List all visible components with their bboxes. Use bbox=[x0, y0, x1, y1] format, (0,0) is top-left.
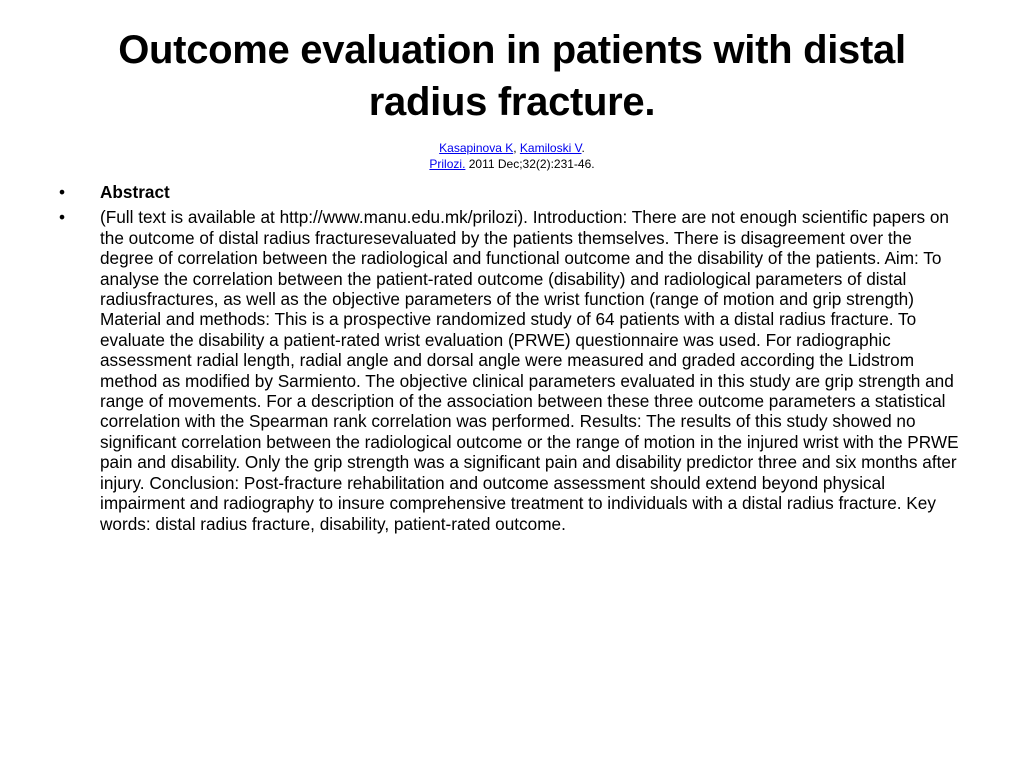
bullet-dot-icon: • bbox=[58, 207, 66, 228]
citation bbox=[70, 140, 954, 172]
abstract-body-text: (Full text is available at http://www.manu.edu.mk/prilozi). Introduction: There are not enough scientific papers on the outcome of distal radius fracturesevaluated by the patients themselves. There is disagreement over the degree of correlation between the radiological and functional outcome and the disability of the patients. Aim: To analyse the correlation between the patient-rated outcome (disability) and radiological parameters of distal radiusfractures, as well as the objective parameters of the wrist function (range of motion and grip strength) Material and methods: This is a prospective randomized study of 64 patients with a distal radius fracture. To evaluate the disability a patient-rated wrist evaluation (PRWE) questionnaire was used. For radiographic assessment radial length, radial angle and dorsal angle were measured and graded according the Lidstrom method as modified by Sarmiento. The objective clinical parameters evaluated in this study are grip strength and range of movements. For a description of the association between these three outcome parameters a statistical correlation with the Spearman rank correlation was performed. Results: The results of this study showed no significant correlation between the radiological outcome or the range of motion in the injured wrist with the PRWE pain and disability. Only the grip strength was a significant pain and disability predictor three and six months after injury. Conclusion: Post-fracture rehabilitation and outcome assessment should extend beyond physical impairment and radiography to insure comprehensive treatment to individuals with a distal radius fracture. Key words: distal radius fracture, disability, patient-rated outcome. bbox=[100, 207, 959, 534]
abstract-bullet-list bbox=[56, 182, 966, 539]
citation-separator: , bbox=[513, 141, 520, 155]
abstract-heading: Abstract bbox=[100, 182, 170, 202]
author-link-kasapinova[interactable]: Kasapinova K bbox=[439, 141, 514, 155]
bullet-item-abstract-body bbox=[56, 207, 966, 534]
bullet-dot-icon: • bbox=[58, 182, 66, 202]
citation-period: . bbox=[581, 141, 585, 155]
bullet-item-abstract-heading bbox=[56, 182, 966, 202]
citation-authors-line bbox=[70, 140, 954, 156]
citation-reference: 2011 Dec;32(2):231-46. bbox=[465, 157, 595, 171]
slide-title: Outcome evaluation in patients with distal radius fracture. bbox=[118, 28, 906, 124]
journal-link[interactable]: Prilozi. bbox=[429, 157, 466, 171]
citation-journal-line bbox=[70, 156, 954, 172]
author-link-kamiloski[interactable]: Kamiloski V bbox=[519, 141, 582, 155]
